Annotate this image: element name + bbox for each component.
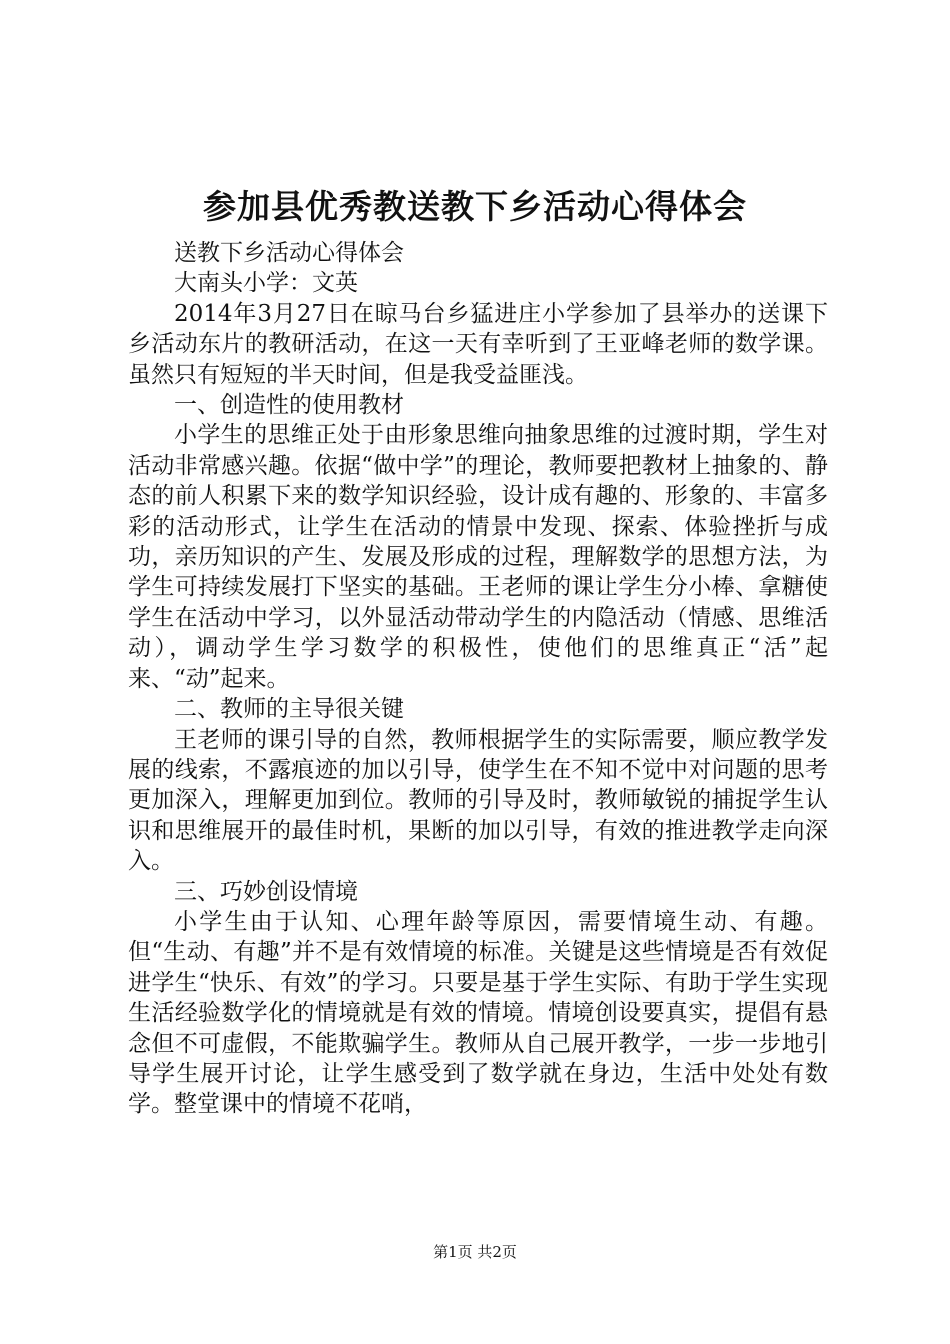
section-1-paragraph: 小学生的思维正处于由形象思维向抽象思维的过渡时期，学生对活动非常感兴趣。依据“做中学”的理论，教师要把教材上抽象的、静态的前人积累下来的数学知识经验，设计成有趣的、形象的、丰富多彩的活动形式，让学生在活动的情景中发现、探索、体验挫折与成功，亲历知识的产生、发展及形成的过程，理解数学的思想方法，为学生可持续发展打下坚实的基础。王老师的课让学生分小棒、拿糖使学生在活动中学习，以外显活动带动学生的内隐活动（情感、思维活动），调动学生学习数学的积极性，使他们的思维真正“活”起来、“动”起来。 <box>128 422 828 692</box>
document-title: 参加县优秀教送教下乡活动心得体会 <box>203 187 747 226</box>
section-heading-3: 三、巧妙创设情境 <box>174 878 358 905</box>
section-heading-2: 二、教师的主导很关键 <box>174 696 404 723</box>
section-3-paragraph: 小学生由于认知、心理年龄等原因，需要情境生动、有趣。但“生动、有趣”并不是有效情境的标准。关键是这些情境是否有效促进学生“快乐、有效”的学习。只要是基于学生实际、有助于学生实现生活经验数学化的情境就是有效的情境。情境创设要真实，提倡有悬念但不可虚假，不能欺骗学生。教师从自己展开教学，一步一步地引导学生展开讨论，让学生感受到了数学就在身边，生活中处处有数学。整堂课中的情境不花哨， <box>128 908 828 1118</box>
document-body <box>128 238 828 1120</box>
author-paragraph: 大南头小学：文英 <box>174 270 358 297</box>
section-2-paragraph: 王老师的课引导的自然，教师根据学生的实际需要，顺应教学发展的线索，不露痕迹的加以引导，使学生在不知不觉中对问题的思考更加深入，理解更加到位。教师的引导及时，教师敏锐的捕捉学生认识和思维展开的最佳时机，果断的加以引导，有效的推进教学走向深入。 <box>128 726 828 875</box>
intro-paragraph: 2014年3月27日在晾马台乡猛进庄小学参加了县举办的送课下乡活动东片的教研活动，在这一天有幸听到了王亚峰老师的数学课。虽然只有短短的半天时间，但是我受益匪浅。 <box>128 300 828 388</box>
subtitle-paragraph: 送教下乡活动心得体会 <box>174 240 404 266</box>
page-number-footer: 第1页 共2页 <box>433 1243 517 1261</box>
section-heading-1: 一、创造性的使用教材 <box>174 392 404 419</box>
